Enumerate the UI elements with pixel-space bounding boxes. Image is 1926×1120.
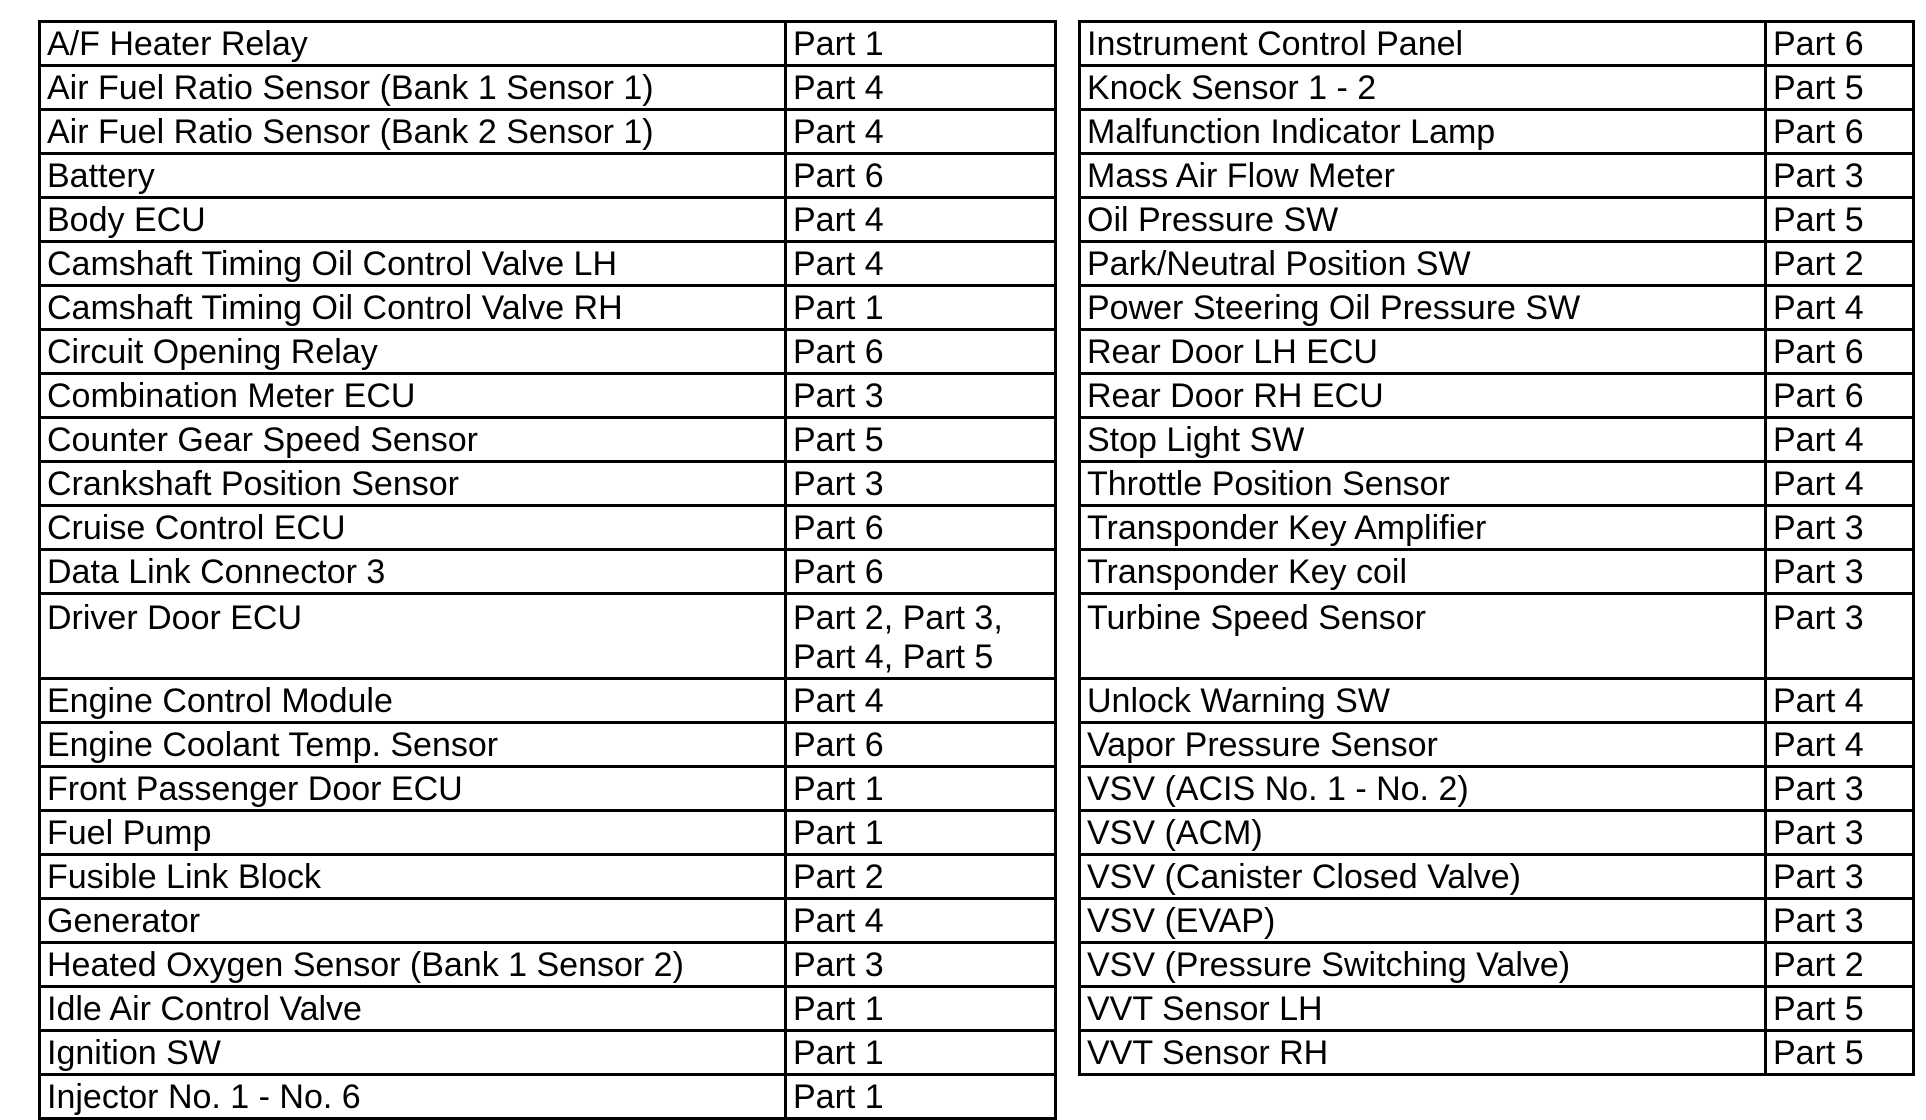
part-location: Part 3 (1766, 767, 1914, 811)
table-row (1080, 987, 1914, 1031)
table-row (40, 110, 1056, 154)
table-row (40, 198, 1056, 242)
table-row (1080, 198, 1914, 242)
part-location: Part 5 (1766, 198, 1914, 242)
part-location: Part 4 (786, 110, 1056, 154)
part-location: Part 4 (786, 679, 1056, 723)
table-row (1080, 723, 1914, 767)
table-row (1080, 811, 1914, 855)
part-location: Part 3 (1766, 506, 1914, 550)
table-row (1080, 506, 1914, 550)
table-row (40, 286, 1056, 330)
table-row (40, 811, 1056, 855)
table-row (40, 1031, 1056, 1075)
component-location-table-left (38, 20, 1057, 1120)
table-row (40, 767, 1056, 811)
component-name: Park/Neutral Position SW (1080, 242, 1766, 286)
part-location: Part 1 (786, 286, 1056, 330)
table-row (40, 374, 1056, 418)
table-row (40, 242, 1056, 286)
part-location: Part 6 (1766, 110, 1914, 154)
component-name: Camshaft Timing Oil Control Valve LH (40, 242, 786, 286)
component-name: Mass Air Flow Meter (1080, 154, 1766, 198)
table-row (1080, 22, 1914, 66)
component-name: Ignition SW (40, 1031, 786, 1075)
table-row (40, 723, 1056, 767)
component-name: Generator (40, 899, 786, 943)
table-row (1080, 594, 1914, 679)
component-name: Oil Pressure SW (1080, 198, 1766, 242)
component-name: Stop Light SW (1080, 418, 1766, 462)
component-location-table-right (1078, 20, 1915, 1076)
component-name: Fusible Link Block (40, 855, 786, 899)
part-location: Part 6 (786, 154, 1056, 198)
component-name: VSV (Pressure Switching Valve) (1080, 943, 1766, 987)
part-location: Part 4 (1766, 723, 1914, 767)
part-location: Part 4 (1766, 462, 1914, 506)
component-name: Cruise Control ECU (40, 506, 786, 550)
table-row (40, 550, 1056, 594)
table-row (40, 594, 1056, 679)
part-location: Part 3 (1766, 855, 1914, 899)
part-location: Part 2 (1766, 943, 1914, 987)
component-name: Combination Meter ECU (40, 374, 786, 418)
table-row (40, 66, 1056, 110)
table-row (40, 899, 1056, 943)
table-row (1080, 1031, 1914, 1075)
table-row (40, 330, 1056, 374)
part-location: Part 5 (1766, 1031, 1914, 1075)
component-name: Crankshaft Position Sensor (40, 462, 786, 506)
part-location: Part 3 (1766, 811, 1914, 855)
table-row (1080, 374, 1914, 418)
table-row (40, 943, 1056, 987)
part-location: Part 6 (1766, 22, 1914, 66)
part-location: Part 5 (1766, 66, 1914, 110)
table-row (1080, 943, 1914, 987)
component-name: Rear Door LH ECU (1080, 330, 1766, 374)
component-name: Malfunction Indicator Lamp (1080, 110, 1766, 154)
part-location: Part 1 (786, 811, 1056, 855)
part-location: Part 1 (786, 1075, 1056, 1119)
component-name: Knock Sensor 1 - 2 (1080, 66, 1766, 110)
part-location: Part 3 (786, 943, 1056, 987)
table-row (1080, 242, 1914, 286)
table-row (1080, 110, 1914, 154)
part-location: Part 6 (786, 330, 1056, 374)
table-row (1080, 550, 1914, 594)
table-row (1080, 286, 1914, 330)
component-name: Air Fuel Ratio Sensor (Bank 1 Sensor 1) (40, 66, 786, 110)
table-row (40, 418, 1056, 462)
table-row (40, 987, 1056, 1031)
component-name: Front Passenger Door ECU (40, 767, 786, 811)
part-location: Part 4 (786, 198, 1056, 242)
component-name: Instrument Control Panel (1080, 22, 1766, 66)
table-row (1080, 767, 1914, 811)
part-location: Part 1 (786, 1031, 1056, 1075)
component-name: VSV (EVAP) (1080, 899, 1766, 943)
part-location: Part 3 (1766, 154, 1914, 198)
table-row (1080, 418, 1914, 462)
part-location: Part 2 (1766, 242, 1914, 286)
component-name: Counter Gear Speed Sensor (40, 418, 786, 462)
component-name: Data Link Connector 3 (40, 550, 786, 594)
table-row (1080, 855, 1914, 899)
component-name: Throttle Position Sensor (1080, 462, 1766, 506)
component-name: Engine Coolant Temp. Sensor (40, 723, 786, 767)
part-location: Part 4 (786, 899, 1056, 943)
component-name: Transponder Key coil (1080, 550, 1766, 594)
component-name: Power Steering Oil Pressure SW (1080, 286, 1766, 330)
component-name: Circuit Opening Relay (40, 330, 786, 374)
table-row (40, 22, 1056, 66)
part-location: Part 6 (1766, 374, 1914, 418)
component-name: VVT Sensor LH (1080, 987, 1766, 1031)
part-location: Part 4 (1766, 679, 1914, 723)
part-location: Part 3 (1766, 550, 1914, 594)
component-name: VSV (ACIS No. 1 - No. 2) (1080, 767, 1766, 811)
part-location: Part 3 (1766, 594, 1914, 679)
component-name: Idle Air Control Valve (40, 987, 786, 1031)
part-location: Part 6 (786, 506, 1056, 550)
table-row (40, 679, 1056, 723)
part-location: Part 5 (786, 418, 1056, 462)
part-location: Part 1 (786, 22, 1056, 66)
table-row (1080, 462, 1914, 506)
table-row (40, 1075, 1056, 1119)
part-location: Part 3 (786, 462, 1056, 506)
component-name: Engine Control Module (40, 679, 786, 723)
component-name: VSV (Canister Closed Valve) (1080, 855, 1766, 899)
component-name: Unlock Warning SW (1080, 679, 1766, 723)
part-location: Part 4 (1766, 418, 1914, 462)
component-name: Body ECU (40, 198, 786, 242)
component-name: Camshaft Timing Oil Control Valve RH (40, 286, 786, 330)
part-location: Part 2 (786, 855, 1056, 899)
component-name: VSV (ACM) (1080, 811, 1766, 855)
part-location: Part 3 (786, 374, 1056, 418)
component-name: Injector No. 1 - No. 6 (40, 1075, 786, 1119)
component-name: Battery (40, 154, 786, 198)
table-row (1080, 330, 1914, 374)
component-name: Fuel Pump (40, 811, 786, 855)
part-location: Part 2, Part 3, Part 4, Part 5 (786, 594, 1056, 679)
component-name: Driver Door ECU (40, 594, 786, 679)
component-name: Turbine Speed Sensor (1080, 594, 1766, 679)
table-row (40, 855, 1056, 899)
part-location: Part 6 (786, 550, 1056, 594)
table-row (1080, 154, 1914, 198)
component-name: A/F Heater Relay (40, 22, 786, 66)
component-name: Heated Oxygen Sensor (Bank 1 Sensor 2) (40, 943, 786, 987)
part-location: Part 1 (786, 767, 1056, 811)
part-location: Part 1 (786, 987, 1056, 1031)
part-location: Part 6 (786, 723, 1056, 767)
component-name: Vapor Pressure Sensor (1080, 723, 1766, 767)
table-row (40, 154, 1056, 198)
part-location: Part 4 (1766, 286, 1914, 330)
part-location: Part 4 (786, 242, 1056, 286)
part-location: Part 5 (1766, 987, 1914, 1031)
component-name: Rear Door RH ECU (1080, 374, 1766, 418)
part-location: Part 3 (1766, 899, 1914, 943)
table-row (1080, 899, 1914, 943)
table-row (40, 462, 1056, 506)
part-location: Part 4 (786, 66, 1056, 110)
component-name: Transponder Key Amplifier (1080, 506, 1766, 550)
component-name: Air Fuel Ratio Sensor (Bank 2 Sensor 1) (40, 110, 786, 154)
part-location: Part 6 (1766, 330, 1914, 374)
table-row (1080, 66, 1914, 110)
table-row (1080, 679, 1914, 723)
table-row (40, 506, 1056, 550)
component-name: VVT Sensor RH (1080, 1031, 1766, 1075)
